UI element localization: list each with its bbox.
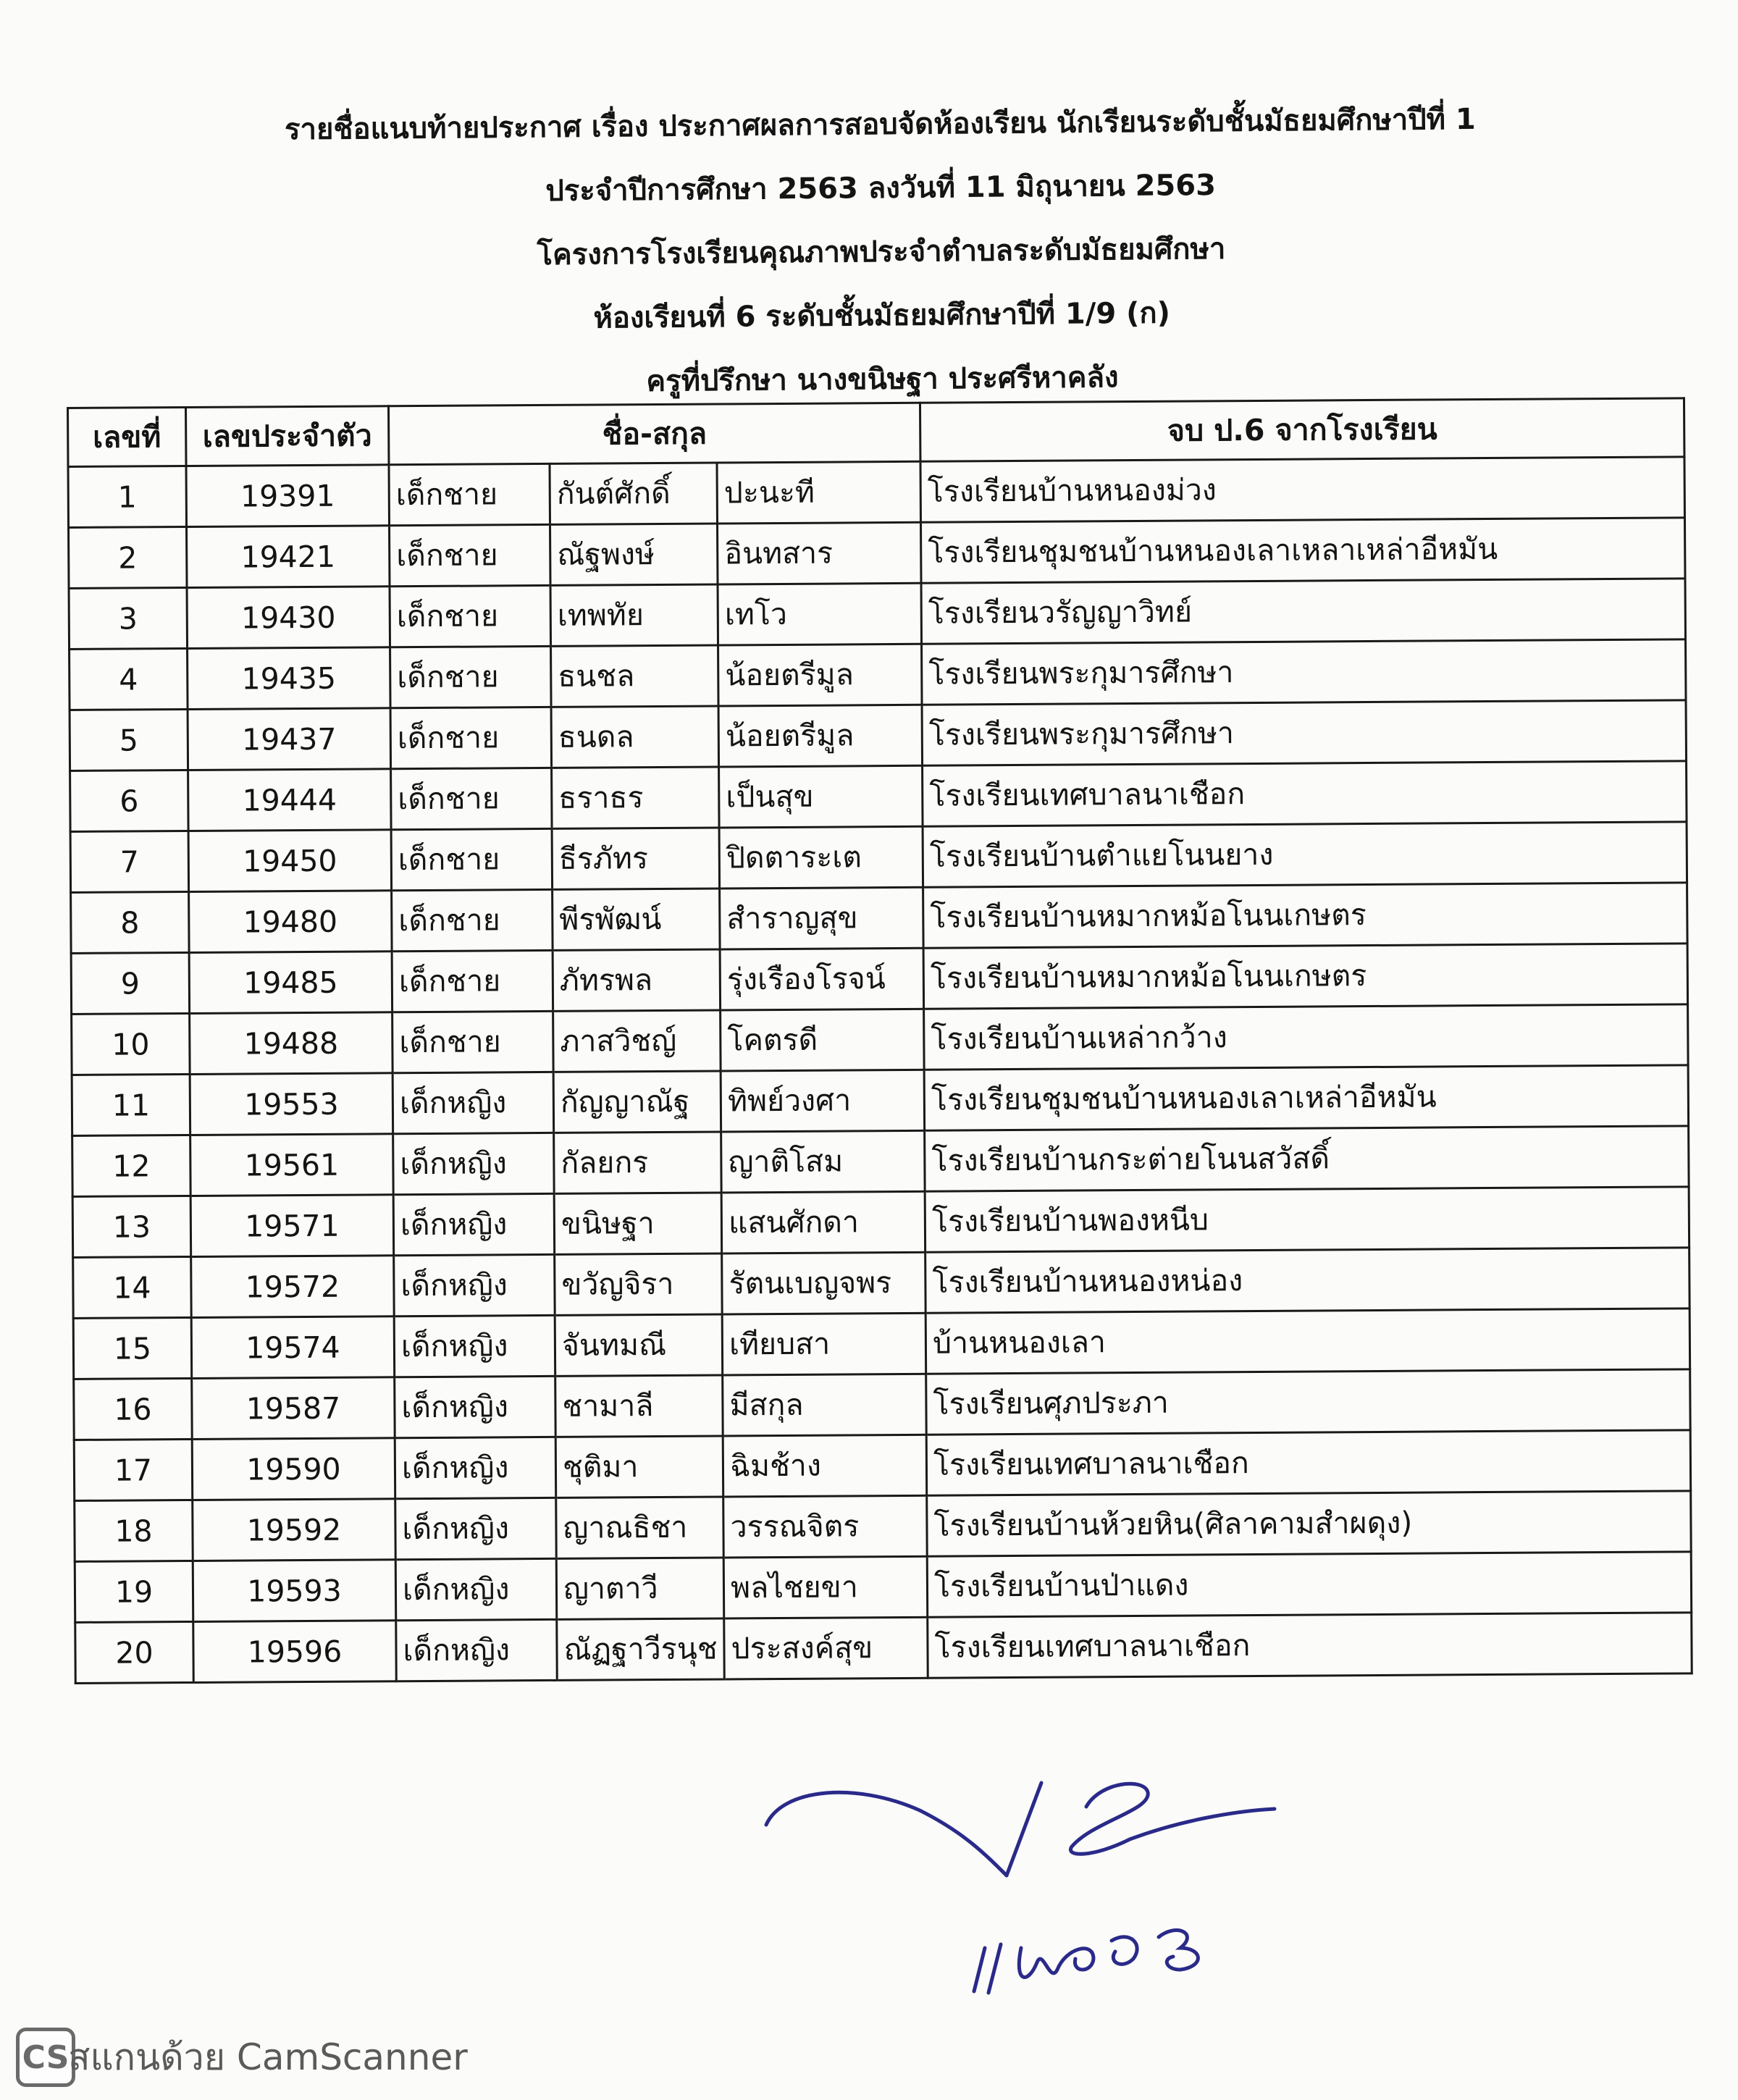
cell-name-prefix: เด็กหญิง [395,1498,557,1559]
cell-last-name: รัตนเบญจพร [722,1252,926,1314]
cell-name-prefix: เด็กชาย [392,889,553,951]
cell-number: 3 [69,587,188,649]
cell-student-id: 19561 [190,1134,394,1196]
header-advisor: ครูที่ปรึกษา นางขนิษฐา ประศรีหาคลัง [646,361,1119,398]
cell-student-id: 19391 [186,465,390,527]
table-row [70,639,1687,710]
table-row [68,457,1685,528]
table-row [71,883,1688,954]
cell-previous-school: โรงเรียนบ้านหมากหม้อโนนเกษตร [923,944,1687,1009]
cell-student-id: 19437 [188,708,391,770]
cell-first-name: ชุติมา [555,1436,723,1498]
cell-previous-school: โรงเรียนเทศบาลนาเชือก [926,1430,1690,1495]
column-header-previous-school: จบ ป.6 จากโรงเรียน [920,398,1684,461]
cell-last-name: ประสงค์สุข [724,1617,928,1679]
cell-number: 19 [75,1561,193,1622]
cell-last-name: พลไชยขา [723,1556,928,1618]
cell-first-name: ชามาลี [555,1375,723,1437]
table-body [68,457,1692,1684]
cell-student-id: 19593 [193,1560,396,1622]
cell-last-name: สำราญสุข [720,887,924,949]
cell-previous-school: โรงเรียนชุมชนบ้านหนองเลาเหลาเหล่าอีหมัน [921,518,1685,583]
cell-first-name: ณัฏฐาวีรนุช [557,1618,725,1680]
cell-name-prefix: เด็กชาย [389,463,550,525]
student-roster-table [67,397,1693,1684]
cell-name-prefix: เด็กหญิง [392,1072,554,1133]
cell-name-prefix: เด็กหญิง [395,1437,556,1498]
cell-student-id: 19488 [190,1012,393,1075]
cell-student-id: 19571 [190,1195,394,1257]
cell-first-name: ธราธร [552,767,720,828]
cell-name-prefix: เด็กชาย [390,585,551,647]
camscanner-watermark-text: สแกนด้วย CamScanner [68,2036,468,2078]
cell-first-name: ขวัญจิรา [555,1253,723,1315]
header-academic-year-date: ประจำปีการศึกษา 2563 ลงวันที่ 11 มิถุนายน 2563 [545,168,1217,209]
cell-number: 9 [71,952,190,1014]
cell-name-prefix: เด็กหญิง [395,1376,556,1437]
column-header-number: เลขที่ [68,407,186,466]
column-header-student-id: เลขประจำตัว [186,406,389,466]
cell-last-name: น้อยตรีมูล [718,705,923,767]
cell-last-name: โคตรดี [721,1009,925,1071]
cell-first-name: ญาตาวี [556,1558,724,1619]
cell-student-id: 19430 [187,587,390,649]
cell-previous-school: โรงเรียนชุมชนบ้านหนองเลาเหล่าอีหมัน [924,1065,1688,1130]
cell-student-id: 19421 [187,526,390,588]
cell-previous-school: โรงเรียนศุภประภา [926,1369,1690,1435]
column-header-full-name: ชื่อ-สกุล [389,403,921,464]
cell-student-id: 19444 [188,769,392,831]
cell-name-prefix: เด็กชาย [390,707,552,768]
cell-first-name: จันทมณี [555,1314,723,1376]
cell-number: 18 [75,1500,193,1561]
table-row [75,1491,1692,1562]
cell-last-name: เป็นสุข [719,765,923,828]
cell-number: 13 [72,1196,191,1257]
cell-previous-school: โรงเรียนบ้านเหล่ากว้าง [924,1004,1688,1070]
cell-name-prefix: เด็กหญิง [393,1133,555,1194]
cell-student-id: 19450 [188,830,392,892]
cell-last-name: ฉิมช้าง [723,1435,927,1497]
cell-previous-school: โรงเรียนเทศบาลนาเชือก [923,761,1687,826]
header-classroom: ห้องเรียนที่ 6 ระดับชั้นมัธยมศึกษาปีที่ 1/9 (ก) [593,296,1171,335]
table-row [73,1309,1690,1379]
cell-first-name: กันต์ศักดิ์ [550,463,718,524]
cell-first-name: พีรพัฒน์ [553,889,721,950]
cell-number: 17 [74,1439,193,1500]
cell-name-prefix: เด็กชาย [391,768,553,829]
cell-first-name: เทพทัย [550,584,718,646]
camscanner-watermark [16,2028,468,2087]
cell-last-name: รุ่งเรืองโรจน์ [720,948,924,1010]
cell-previous-school: โรงเรียนวรัญญาวิทย์ [921,579,1685,644]
cell-last-name: เทโว [718,583,922,645]
table-row [75,1552,1692,1623]
cell-first-name: กัลยกร [554,1132,722,1193]
cell-student-id: 19574 [191,1316,395,1379]
cell-previous-school: โรงเรียนบ้านหนองหน่อง [925,1248,1689,1313]
cell-name-prefix: เด็กชาย [390,524,551,586]
cell-number: 2 [69,526,188,588]
table-row [72,1187,1689,1258]
table-row [72,1004,1689,1075]
cell-name-prefix: เด็กหญิง [393,1193,555,1255]
cell-previous-school: โรงเรียนพระกุมารศึกษา [922,639,1686,705]
signature-image [753,1767,1304,2028]
cell-last-name: ปะนะที [717,461,921,524]
table-row [75,1613,1692,1684]
table-row [72,1065,1689,1136]
cell-number: 11 [72,1074,190,1135]
cell-previous-school: โรงเรียนบ้านตำแยโนนยาง [923,822,1687,887]
cell-student-id: 19592 [193,1499,396,1561]
cell-number: 14 [73,1256,192,1318]
document-header [174,86,1589,417]
cell-student-id: 19435 [188,647,391,710]
cell-number: 6 [70,770,189,831]
cell-previous-school: โรงเรียนบ้านป่าแดง [927,1552,1691,1617]
cell-student-id: 19590 [192,1438,395,1500]
cell-first-name: ธีรภัทร [552,828,720,889]
table-header-row [68,398,1685,467]
cell-number: 20 [75,1621,194,1683]
cell-name-prefix: เด็กหญิง [394,1315,555,1377]
cell-student-id: 19596 [193,1621,397,1683]
cell-previous-school: โรงเรียนบ้านห้วยหิน(ศิลาคามสำผดุง) [927,1491,1691,1556]
cell-number: 5 [70,709,188,770]
table-row [73,1248,1690,1319]
cell-name-prefix: เด็กชาย [392,950,553,1012]
cell-name-prefix: เด็กชาย [390,646,552,707]
cell-first-name: ธนชล [551,645,719,707]
camscanner-logo-icon: CS [16,2028,75,2087]
cell-last-name: อินทสาร [718,522,922,584]
table-row [70,761,1687,832]
table-row [70,700,1687,771]
cell-first-name: ญาณธิชา [556,1497,724,1558]
cell-last-name: ทิพย์วงศา [721,1070,925,1132]
cell-previous-school: โรงเรียนเทศบาลนาเชือก [928,1613,1692,1678]
table-row [69,518,1686,589]
cell-name-prefix: เด็กชาย [392,1011,554,1072]
cell-first-name: ณัฐพงษ์ [550,524,718,585]
cell-first-name: ขนิษฐา [554,1193,722,1254]
cell-first-name: ภัทรพล [553,949,721,1011]
cell-name-prefix: เด็กหญิง [396,1619,558,1681]
cell-previous-school: โรงเรียนบ้านหมากหม้อโนนเกษตร [923,883,1687,948]
cell-last-name: แสนศักดา [721,1191,925,1253]
cell-name-prefix: เด็กหญิง [395,1558,557,1620]
cell-student-id: 19553 [190,1073,393,1135]
cell-last-name: เทียบสา [722,1313,926,1375]
cell-first-name: ธนดล [551,706,719,768]
cell-name-prefix: เด็กชาย [391,828,553,890]
cell-number: 12 [72,1135,191,1196]
cell-number: 16 [74,1378,193,1440]
cell-number: 4 [70,648,188,710]
cell-last-name: ญาติโสม [721,1130,925,1193]
cell-last-name: น้อยตรีมูล [718,644,923,706]
cell-previous-school: โรงเรียนบ้านพองหนีบ [925,1187,1689,1252]
cell-student-id: 19480 [189,891,392,953]
cell-student-id: 19572 [191,1256,395,1318]
table-row [74,1369,1691,1440]
table-row [69,579,1686,650]
table-row [71,944,1688,1015]
cell-number: 15 [73,1317,192,1379]
cell-first-name: กัญญาณัฐ [553,1071,721,1133]
cell-previous-school: โรงเรียนพระกุมารศึกษา [922,700,1686,765]
cell-previous-school: โรงเรียนบ้านหนองม่วง [920,457,1684,522]
cell-last-name: มีสกุล [723,1374,927,1436]
header-program-name: โครงการโรงเรียนคุณภาพประจำตำบลระดับมัธยมศึกษา [537,232,1226,272]
table-row [72,1126,1689,1197]
cell-previous-school: โรงเรียนบ้านกระต่ายโนนสวัสดิ์ [925,1126,1689,1191]
header-announcement-title: รายชื่อแนบท้ายประกาศ เรื่อง ประกาศผลการสอบจัดห้องเรียน นักเรียนระดับชั้นมัธยมศึกษาปีที่ 1 [284,102,1476,147]
cell-last-name: วรรณจิตร [723,1495,928,1558]
cell-student-id: 19485 [189,952,392,1014]
cell-number: 8 [71,891,190,953]
table-row [70,822,1687,893]
cell-previous-school: บ้านหนองเลา [925,1309,1689,1374]
cell-number: 7 [70,831,189,892]
table-row [74,1430,1691,1501]
cell-first-name: ภาสวิชญ์ [553,1010,721,1072]
cell-last-name: ปิดตาระเต [719,826,923,889]
cell-student-id: 19587 [192,1377,395,1440]
cell-number: 1 [68,466,187,527]
cell-number: 10 [72,1013,190,1075]
cell-name-prefix: เด็กหญิง [394,1254,555,1316]
